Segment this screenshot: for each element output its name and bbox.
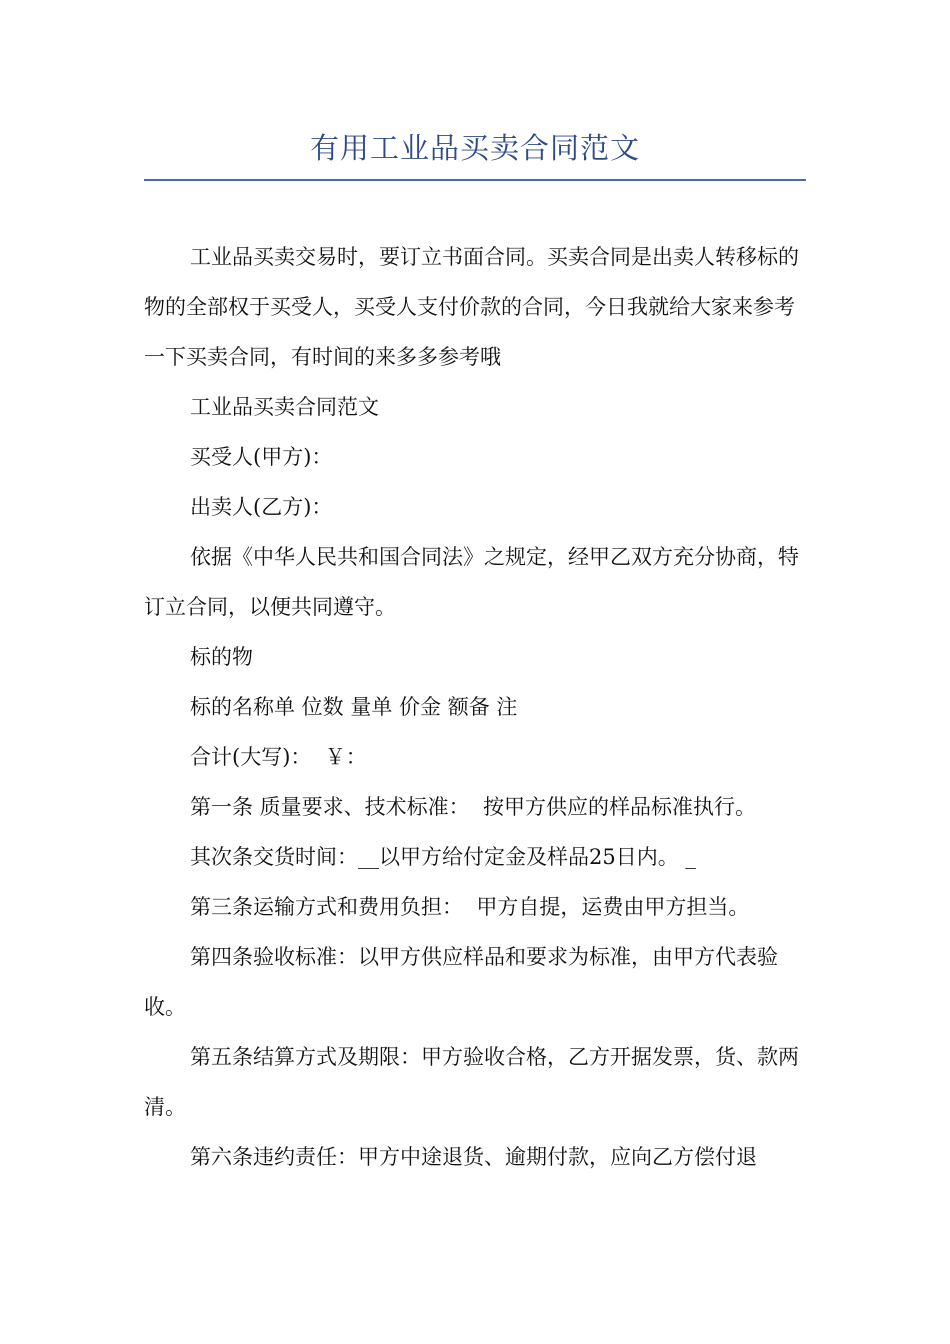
seller-line: 出卖人(乙方)： [190, 495, 333, 519]
document-body [144, 232, 806, 1182]
contract-heading: 工业品买卖合同范文 [190, 395, 379, 419]
subject-matter-columns: 标的名称单 位数 量单 价金 额备 注 [190, 695, 518, 719]
title-underline [144, 179, 806, 181]
article-4: 第四条验收标准：以甲方供应样品和要求为标准，由甲方代表验收。 [144, 945, 778, 1019]
total-line: 合计(大写)： ￥： [190, 745, 367, 769]
intro-paragraph: 工业品买卖交易时，要订立书面合同。买卖合同是出卖人转移标的物的全部权于买受人，买受人支付价款的合同，今日我就给大家来参考一下买卖合同，有时间的来多多参考哦 [144, 245, 799, 369]
article-1: 第一条 质量要求、技术标准： 按甲方供应的样品标准执行。 [190, 795, 757, 819]
article-5: 第五条结算方式及期限：甲方验收合格，乙方开据发票，货、款两清。 [144, 1045, 799, 1119]
article-2: 其次条交货时间：__以甲方给付定金及样品25日内。 _ [190, 845, 696, 869]
document-title: 有用工业品买卖合同范文 [309, 131, 640, 165]
legal-basis-paragraph: 依据《中华人民共和国合同法》之规定，经甲乙双方充分协商，特订立合同，以便共同遵守。 [144, 545, 799, 619]
buyer-line: 买受人(甲方)： [190, 445, 333, 469]
article-6: 第六条违约责任：甲方中途退货、逾期付款，应向乙方偿付退 [190, 1145, 757, 1169]
article-3: 第三条运输方式和费用负担： 甲方自提，运费由甲方担当。 [190, 895, 750, 919]
subject-matter-heading: 标的物 [190, 645, 253, 669]
